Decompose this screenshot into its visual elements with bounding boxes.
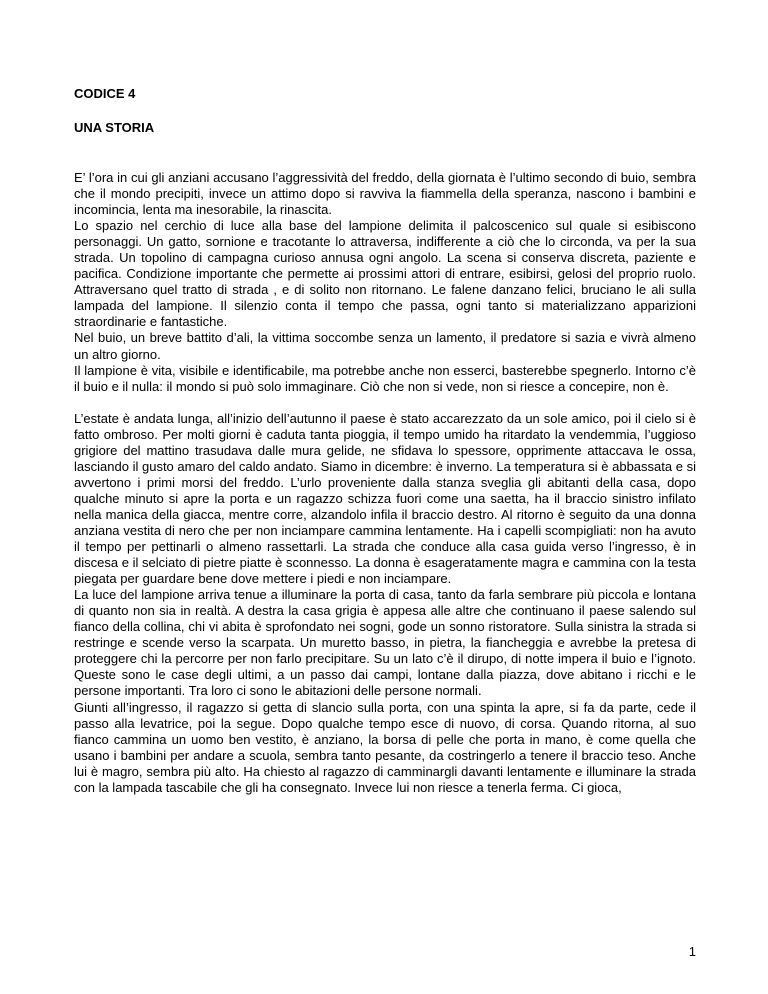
paragraph: E’ l’ora in cui gli anziani accusano l’aggressività del freddo, della giornata è l’ultimo secondo di buio, sembra che il mondo precipiti, invece un attimo dopo si ravviva la fiammella della speranza, nascono i bambini e incomincia, lenta ma inesorabile, la rinascita. (74, 170, 696, 218)
code-heading: CODICE 4 (74, 86, 136, 101)
paragraph: Giunti all’ingresso, il ragazzo si getta di slancio sulla porta, con una spinta la apre, si fa da parte, cede il passo alla levatrice, poi la segue. Dopo qualche tempo esce di nuovo, di corsa. Quando ritorna, al suo fianco cammina un uomo ben vestito, è anziano, la borsa di pelle che porta in mano, è come quella che usano i bambini per andare a scuola, sembra tanto pesante, da costringerlo a tenere il braccio teso. Anche lui è magro, sembra più alto. Ha chiesto al ragazzo di camminargli davanti lentamente e illuminare la strada con la lampada tascabile che gli ha consegnato. Invece lui non riesce a tenerla ferma. Ci gioca, (74, 699, 696, 795)
paragraph: Lo spazio nel cerchio di luce alla base del lampione delimita il palcoscenico sul quale si esibiscono personaggi. Un gatto, sornione e tracotante lo attraversa, indifferente a ciò che lo circonda, va per la sua strada. Un topolino di campagna curioso annusa ogni angolo. La scena si conserva discreta, paziente e pacifica. Condizione importante che permette ai prossimi attori di entrare, esibirsi, gelosi del proprio ruolo. Attraversano quel tratto di strada , e di solito non ritornano. Le falene danzano felici, bruciano le ali sulla lampada del lampione. Il silenzio conta il tempo che passa, ogni tanto si materializzano apparizioni straordinarie e fantastiche. (74, 218, 696, 330)
page-number: 1 (688, 944, 696, 959)
paragraph: L’estate è andata lunga, all’inizio dell’autunno il paese è stato accarezzato da un sole amico, poi il cielo si è fatto ombroso. Per molti giorni è caduta tanta pioggia, il tempo umido ha ritardato la vendemmia, l’uggioso grigiore del mattino trasudava dalle mura gelide, ne sfidava lo spessore, opprimente attaccava le ossa, lasciando il gusto amaro del caldo andato. Siamo in dicembre: è inverno. La temperatura si è abbassata e si avvertono i primi morsi del freddo. L’urlo proveniente dalla stanza sveglia gli abitanti della casa, dopo qualche minuto si apre la porta e un ragazzo schizza fuori come una saetta, ha il braccio sinistro infilato nella manica della giacca, mentre corre, alzandolo infila il braccio destro. Al ritorno è seguito da una donna anziana vestita di nero che per non inciampare cammina lentamente. Ha i capelli scompigliati: non ha avuto il tempo per pettinarli o almeno rassettarli. La strada che conduce alla casa guida verso l’ingresso, è in discesa e il selciato di pietre piatte è sconnesso. La donna è esageratamente magra e cammina con la testa piegata per guardare bene dove mettere i piedi e non inciampare. (74, 410, 696, 587)
story-body (74, 170, 696, 796)
paragraph: Il lampione è vita, visibile e identificabile, ma potrebbe anche non esserci, basterebbe spegnerlo. Intorno c’è il buio e il nulla: il mondo si può solo immaginare. Ciò che non si vede, non si riesce a concepire, non è. (74, 362, 696, 394)
paragraph: Nel buio, un breve battito d’ali, la vittima soccombe senza un lamento, il predatore si sazia e vivrà almeno un altro giorno. (74, 330, 696, 362)
paragraph: La luce del lampione arriva tenue a illuminare la porta di casa, tanto da farla sembrare più piccola e lontana di quanto non sia in realtà. A destra la casa grigia è appesa alle altre che continuano il paese salendo sul fianco della collina, chi vi abita è sprofondato nei sogni, gode un sonno ristoratore. Sulla sinistra la strada si restringe e scende verso la scarpata. Un muretto basso, in pietra, la fiancheggia e avrebbe la pretesa di proteggere chi la percorre per non farlo precipitare. Su un lato c’è il dirupo, di notte impera il buio e l’ignoto. Queste sono le case degli ultimi, a un passo dai campi, lontane dalla piazza, dove abitano i ricchi e le persone importanti. Tra loro ci sono le abitazioni delle persone normali. (74, 587, 696, 699)
story-title: UNA STORIA (74, 120, 155, 135)
